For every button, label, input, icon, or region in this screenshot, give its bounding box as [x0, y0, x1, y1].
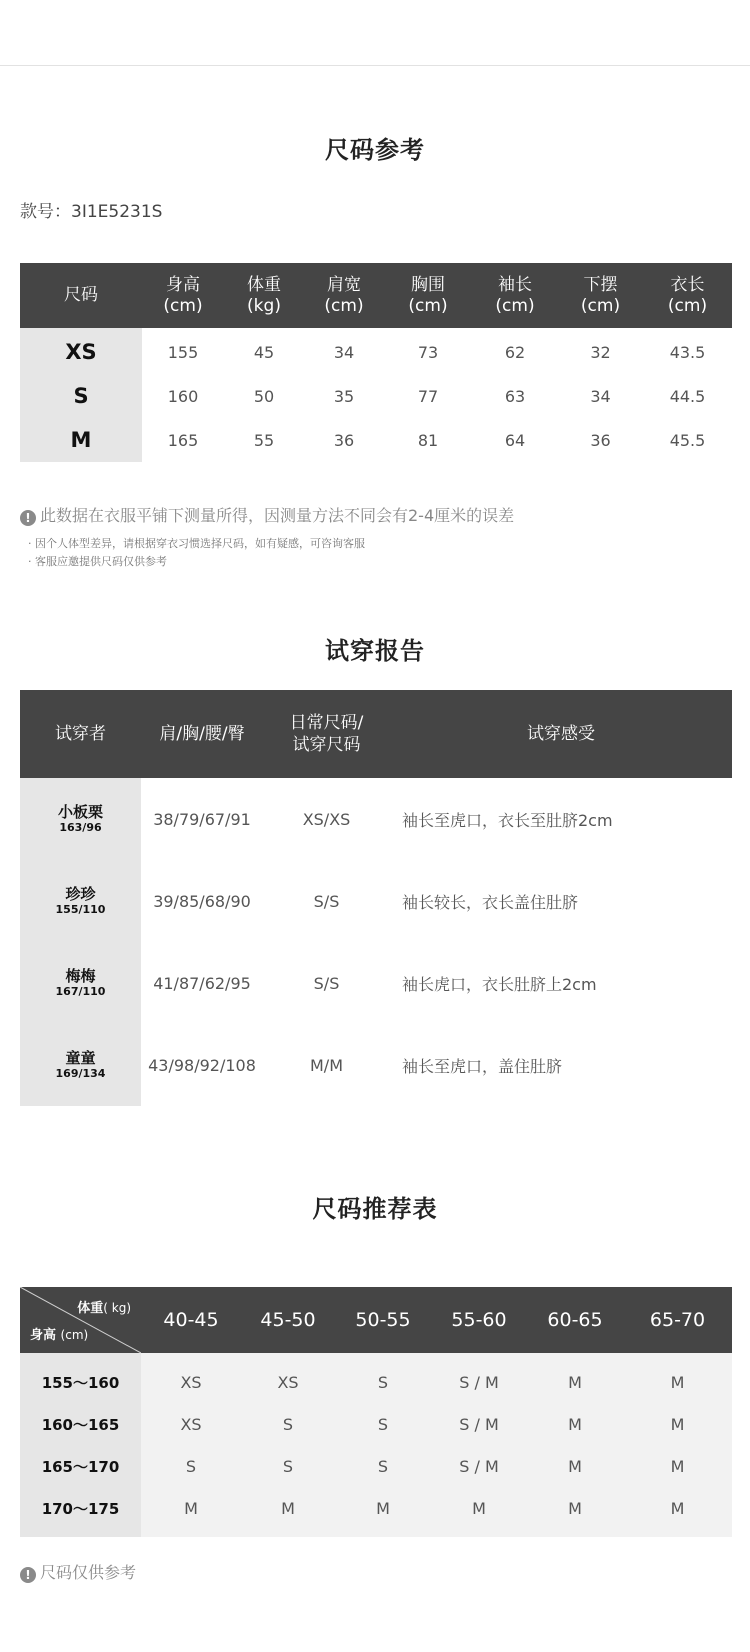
- table-row: [20, 328, 732, 374]
- note-line: · 客服应邀提供尺码仅供参考: [28, 555, 167, 568]
- table-cell: S / M: [431, 1445, 527, 1487]
- tester-cell: [20, 942, 141, 1024]
- table-cell: S/S: [313, 973, 340, 993]
- table-cell: 袖长较长，衣长盖住肚脐: [402, 892, 579, 912]
- table-cell: M: [527, 1353, 623, 1403]
- column-header-hem: [558, 263, 643, 328]
- column-header-label: 下摆 (cm): [580, 274, 621, 316]
- table-cell: M/M: [310, 1055, 343, 1075]
- table-cell: 32: [590, 342, 611, 362]
- table-cell: 63: [504, 386, 526, 406]
- column-header-label: 试穿者: [55, 724, 106, 744]
- table-cell: 34: [590, 386, 611, 406]
- tester-cell: [20, 860, 141, 942]
- height-range: 170～175: [20, 1487, 141, 1537]
- exclamation-icon: !: [20, 1567, 36, 1583]
- column-header-measurements: [141, 690, 263, 778]
- table-cell: 62: [504, 342, 526, 362]
- recommendation-title: 尺码推荐表: [312, 1195, 438, 1223]
- table-row: [20, 374, 732, 418]
- style-number: 款号：3I1E5231S: [20, 202, 163, 222]
- tester-stats: 169/134: [55, 1067, 106, 1080]
- rec-table-header: [20, 1287, 732, 1353]
- table-cell: 43.5: [669, 342, 706, 362]
- weight-range-header: 55-60: [431, 1287, 527, 1353]
- table-cell: M: [241, 1487, 335, 1537]
- table-cell: 73: [417, 342, 439, 362]
- table-row: [20, 942, 732, 1024]
- table-cell: 袖长至虎口，衣长至肚脐2cm: [402, 810, 613, 830]
- column-header-label: 试穿感受: [527, 724, 595, 744]
- table-cell: S: [141, 1445, 241, 1487]
- table-cell: XS: [141, 1353, 241, 1403]
- table-cell: S: [241, 1403, 335, 1445]
- height-range: 165～170: [20, 1445, 141, 1487]
- table-cell: 165: [167, 430, 199, 450]
- table-cell: 160: [167, 386, 199, 406]
- column-header-tester: [20, 690, 141, 778]
- table-row: [20, 1445, 732, 1487]
- table-cell: 45.5: [669, 430, 706, 450]
- column-header-label: 袖长 (cm): [495, 274, 535, 316]
- weight-range-header: 40-45: [141, 1287, 241, 1353]
- table-cell: M: [141, 1487, 241, 1537]
- height-range: 160～165: [20, 1403, 141, 1445]
- table-row: [20, 860, 732, 942]
- table-cell: M: [623, 1487, 732, 1537]
- table-cell: M: [431, 1487, 527, 1537]
- table-row: [20, 1024, 732, 1106]
- column-header-shoulder: [304, 263, 384, 328]
- column-header-feel: [390, 690, 732, 778]
- tester-stats: 163/96: [59, 821, 102, 834]
- size-label: XS: [20, 328, 142, 374]
- table-cell: 36: [333, 430, 355, 450]
- tester-stats: 155/110: [55, 903, 106, 916]
- weight-range-header: 50-55: [335, 1287, 431, 1353]
- table-cell: M: [527, 1487, 623, 1537]
- table-cell: S: [335, 1353, 431, 1403]
- table-cell: 39/85/68/90: [153, 891, 251, 911]
- fit-table-header: [20, 690, 732, 778]
- column-header-label: 尺码: [64, 285, 98, 305]
- table-cell: M: [623, 1445, 732, 1487]
- size-label: M: [20, 418, 142, 462]
- table-cell: M: [527, 1403, 623, 1445]
- column-header-label: 身高 (cm): [163, 274, 203, 316]
- reference-footnote-text: 尺码仅供参考: [40, 1563, 137, 1582]
- tester-cell: [20, 778, 141, 860]
- table-cell: 袖长虎口，衣长肚脐上2cm: [402, 974, 597, 994]
- tester-cell: [20, 1024, 141, 1106]
- tester-name: 梅梅: [65, 967, 96, 985]
- table-cell: S/S: [313, 891, 340, 911]
- table-cell: 36: [590, 430, 611, 450]
- table-cell: 43/98/92/108: [148, 1055, 256, 1075]
- table-cell: 34: [333, 342, 355, 362]
- column-header-label: 肩宽 (cm): [324, 274, 364, 316]
- table-cell: 55: [253, 430, 275, 450]
- note-line: · 因个人体型差异，请根据穿衣习惯选择尺码，如有疑感，可咨询客服: [28, 537, 365, 550]
- weight-range-header: 60-65: [527, 1287, 623, 1353]
- size-recommendation-table: [20, 1287, 732, 1537]
- table-cell: M: [623, 1353, 732, 1403]
- table-row: [20, 1487, 732, 1537]
- weight-range-header: 45-50: [241, 1287, 335, 1353]
- table-cell: 81: [417, 430, 439, 450]
- column-header-label: 衣长 (cm): [667, 274, 708, 316]
- column-header-sleeve: [472, 263, 558, 328]
- table-cell: S: [241, 1445, 335, 1487]
- height-range: 155～160: [20, 1353, 141, 1403]
- table-cell: 155: [167, 342, 199, 362]
- size-table-header: [20, 263, 732, 328]
- column-header-length: [643, 263, 732, 328]
- table-cell: S / M: [431, 1353, 527, 1403]
- table-cell: XS/XS: [302, 809, 351, 829]
- table-cell: XS: [141, 1403, 241, 1445]
- size-reference-title: 尺码参考: [325, 136, 425, 164]
- fitting-report-table: [20, 690, 732, 1106]
- corner-height-unit: (cm): [60, 1328, 89, 1342]
- table-cell: 45: [253, 342, 275, 362]
- table-cell: 77: [417, 386, 439, 406]
- table-cell: S: [335, 1445, 431, 1487]
- column-header-weight: [224, 263, 304, 328]
- tester-name: 珍珍: [65, 885, 96, 903]
- corner-height-text: 身高: [30, 1328, 57, 1343]
- table-cell: 35: [333, 386, 355, 406]
- corner-height-label: [30, 1324, 88, 1343]
- table-cell: 50: [253, 386, 275, 406]
- column-header-sizes: [263, 690, 390, 778]
- table-cell: 64: [504, 430, 526, 450]
- tester-name: 童童: [65, 1049, 96, 1067]
- column-header-size: [20, 263, 142, 328]
- table-cell: M: [335, 1487, 431, 1537]
- size-reference-table: [20, 263, 732, 462]
- fitting-report-title: 试穿报告: [325, 637, 425, 665]
- table-cell: 袖长至虎口，盖住肚脐: [402, 1056, 563, 1076]
- tester-name: 小板栗: [57, 803, 103, 821]
- column-header-label: 胸围 (cm): [408, 274, 448, 316]
- weight-range-header: 65-70: [623, 1287, 732, 1353]
- column-header-label: 体重 (kg): [247, 274, 281, 316]
- measurement-notice: [20, 503, 514, 526]
- column-header-height: [142, 263, 224, 328]
- table-cell: S: [335, 1403, 431, 1445]
- column-header-label: 肩/胸/腰/臀: [159, 724, 245, 744]
- table-cell: M: [527, 1445, 623, 1487]
- table-row: [20, 1403, 732, 1445]
- measurement-notice-text: 此数据在衣服平铺下测量所得，因测量方法不同会有2-4厘米的误差: [40, 506, 515, 525]
- column-header-label: 日常尺码/ 试穿尺码: [289, 713, 364, 755]
- exclamation-icon: !: [20, 510, 36, 526]
- table-row: [20, 778, 732, 860]
- size-label: S: [20, 374, 142, 418]
- corner-weight-unit: ( kg): [103, 1301, 131, 1315]
- table-cell: M: [623, 1403, 732, 1445]
- table-row: [20, 1353, 732, 1403]
- table-cell: XS: [241, 1353, 335, 1403]
- corner-weight-text: 体重: [77, 1301, 104, 1316]
- table-cell: 38/79/67/91: [153, 809, 251, 829]
- table-cell: 44.5: [669, 386, 706, 406]
- top-divider: [0, 65, 750, 66]
- corner-weight-label: [77, 1297, 131, 1316]
- table-row: [20, 418, 732, 462]
- column-header-chest: [384, 263, 472, 328]
- reference-footnote: [20, 1560, 136, 1583]
- corner-header: [20, 1287, 141, 1353]
- table-cell: 41/87/62/95: [153, 973, 251, 993]
- tester-stats: 167/110: [55, 985, 106, 998]
- table-cell: S / M: [431, 1403, 527, 1445]
